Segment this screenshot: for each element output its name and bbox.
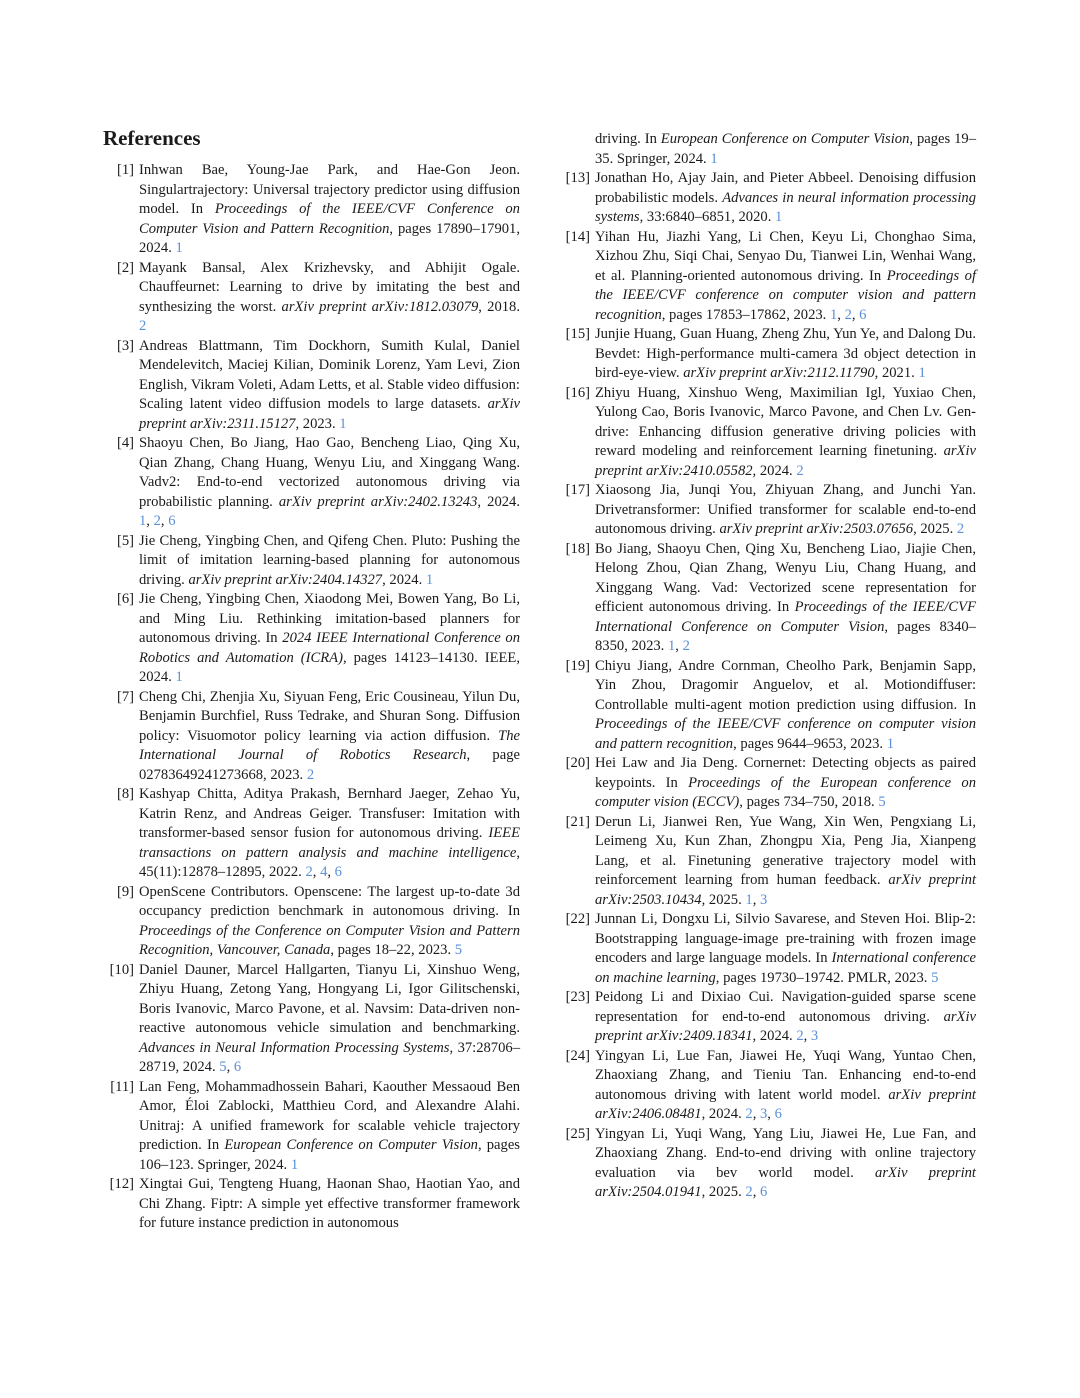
citation-backlinks: 1, 2, 6 [139, 513, 176, 529]
citation-backlink[interactable]: 2 [306, 766, 315, 783]
citation-backlinks: 1, 2, 6 [829, 306, 867, 323]
reference-details: , 2025. [701, 1184, 746, 1200]
reference-body [139, 337, 520, 435]
reference-details: , pages 734–750, 2018. [739, 794, 879, 810]
reference-venue: arXiv preprint arXiv:2402.13243 [278, 493, 478, 510]
reference-entry [559, 754, 976, 813]
reference-details: , 2024. [752, 1028, 797, 1044]
reference-number: [2] [116, 259, 134, 276]
reference-venue: arXiv preprint arXiv:2410.05582 [595, 443, 976, 479]
citation-backlinks [878, 794, 885, 810]
reference-venue: IEEE transactions on pattern analysis and machine intelligence [139, 825, 520, 861]
reference-venue: arXiv preprint arXiv:2504.01941 [595, 1164, 976, 1200]
reference-venue: 2024 IEEE International Conference on Robotics and Automation (ICRA) [139, 630, 520, 666]
reference-text: Cheng Chi, Zhenjia Xu, Siyuan Feng, Eric Cousineau, Yilun Du, Benjamin Burchfiel, Russ Tedrake, and Shuran Song. Diffusion policy: Visuomotor policy learning via action diffusion. [139, 688, 520, 744]
reference-venue: arXiv preprint arXiv:2404.14327 [188, 571, 383, 588]
citation-backlink[interactable]: 2 [796, 462, 804, 479]
citation-backlinks [291, 1157, 298, 1173]
reference-details: , pages 18–22, 2023. [330, 942, 455, 958]
citation-backlinks [139, 318, 146, 334]
reference-body [595, 540, 976, 657]
reference-entry [103, 1078, 520, 1176]
reference-entry [559, 1047, 976, 1125]
reference-details: , pages 17853–17862, 2023. [661, 306, 830, 323]
references-right-column [559, 130, 976, 1203]
reference-number: [15] [565, 326, 590, 342]
citation-backlinks: 2, 3 [796, 1028, 819, 1044]
reference-number: [3] [116, 337, 134, 354]
reference-text: OpenScene Contributors. Openscene: The largest up-to-date 3d occupancy prediction benchmark in autonomous driving. In [139, 883, 520, 919]
citation-backlink[interactable]: 1 [667, 638, 676, 654]
citation-backlink[interactable]: 6 [859, 306, 867, 323]
citation-backlinks [887, 736, 894, 752]
citation-backlink[interactable]: 5 [454, 942, 463, 958]
citation-backlink[interactable]: 1 [339, 415, 347, 432]
reference-venue: Proceedings of the Conference on Computer Vision and Pattern Recognition, Vancouver, Canada [139, 922, 520, 958]
reference-entry [103, 259, 520, 337]
reference-entry [559, 813, 976, 911]
reference-number: [16] [565, 384, 590, 401]
reference-text: Andreas Blattmann, Tim Dockhorn, Sumith Kulal, Daniel Mendelevitch, Maciej Kilian, Dominik Lorenz, Yam Levi, Zion English, Vikram Voleti, Adam Letts, et al. Stable video diffusion: Scaling latent video diffusion models to large datasets. [139, 337, 520, 412]
citation-backlink[interactable]: 1 [175, 240, 183, 256]
reference-entry [103, 532, 520, 591]
reference-venue: arXiv preprint arXiv:2112.11790 [683, 365, 875, 381]
references-list-right [559, 169, 976, 1203]
reference-entry [103, 961, 520, 1078]
citation-backlink[interactable]: 2 [682, 638, 690, 654]
reference-number: [21] [565, 813, 590, 830]
citation-backlink[interactable]: 5 [931, 969, 939, 986]
reference-text: Hei Law and Jia Deng. Cornernet: Detecting objects as paired keypoints. In [595, 755, 976, 791]
reference-venue: Proceedings of the European conference on computer vision (ECCV) [595, 774, 976, 810]
reference-number: [4] [116, 435, 134, 451]
reference-entry [103, 590, 520, 688]
citation-backlink[interactable]: 1 [829, 306, 838, 323]
reference-body [595, 384, 976, 482]
reference-number: [1] [116, 162, 134, 178]
reference-entry [559, 657, 976, 755]
citation-backlinks [918, 365, 925, 381]
reference-body [139, 532, 520, 591]
reference-entry [103, 1175, 520, 1234]
citation-backlink[interactable]: 1 [745, 891, 753, 908]
citation-backlinks [710, 151, 717, 167]
citation-backlinks [426, 572, 433, 588]
citation-backlink[interactable]: 5 [878, 794, 886, 810]
citation-backlink[interactable]: 1 [425, 571, 434, 588]
reference-text: Kashyap Chitta, Aditya Prakash, Bernhard Jaeger, Zehao Yu, Katrin Renz, and Andreas Geiger. Transfuser: Imitation with transformer-based sensor fusion for autonomous driving. [139, 786, 520, 841]
reference-number: [13] [565, 170, 590, 186]
reference-venue: arXiv preprint arXiv:2311.15127 [139, 396, 520, 432]
citation-backlinks: 2, 3, 6 [745, 1106, 782, 1122]
reference-venue: European Conference on Computer Vision [660, 131, 910, 147]
reference-entry [559, 325, 976, 384]
reference-details: , 2025. [913, 521, 957, 537]
reference-entry [103, 337, 520, 435]
reference-details: , pages 17890–17901, 2024. [139, 220, 520, 256]
reference-number: [20] [565, 755, 590, 771]
reference-continuation [559, 130, 976, 169]
citation-backlink[interactable]: 6 [168, 513, 176, 529]
reference-venue: International conference on machine learning [595, 950, 976, 986]
reference-venue: The International Journal of Robotics Research [139, 727, 520, 763]
citation-backlink[interactable]: 1 [886, 735, 895, 752]
reference-entry [559, 1125, 976, 1203]
reference-text: Jonathan Ho, Ajay Jain, and Pieter Abbeel. Denoising diffusion probabilistic models. [595, 170, 976, 206]
citation-backlinks [307, 767, 314, 783]
reference-text: Zhiyu Huang, Xinshuo Weng, Maximilian Igl, Yuxiao Chen, Yulong Cao, Boris Ivanovic, Marco Pavone, and Chen Lv. Gen-drive: Enhancing diffusion generative driving policies with reward modeling and reinforcement learning finetuning. [595, 384, 976, 459]
reference-entry [559, 540, 976, 657]
reference-details: , pages 19730–19742. PMLR, 2023. [715, 969, 932, 986]
references-left-column [103, 161, 520, 1234]
reference-text: Shaoyu Chen, Bo Jiang, Hao Gao, Bencheng Liao, Qing Xu, Qian Zhang, Chang Huang, Wenyu Liu, and Xinggang Wang. Vadv2: End-to-end vectorized autonomous driving via probabilistic planning. [139, 435, 520, 510]
citation-backlink[interactable]: 1 [775, 209, 783, 225]
reference-venue: European Conference on Computer Vision [224, 1137, 478, 1153]
reference-body [595, 325, 976, 384]
reference-details: , pages 14123–14130. IEEE, 2024. [139, 649, 520, 685]
citation-backlink[interactable]: 2 [153, 513, 161, 529]
citation-backlinks: 2, 6 [745, 1184, 768, 1200]
citation-backlink[interactable]: 1 [710, 150, 718, 167]
reference-venue: arXiv preprint arXiv:2406.08481 [595, 1086, 976, 1122]
reference-text: Bo Jiang, Shaoyu Chen, Qing Xu, Bencheng Liao, Jiajie Chen, Helong Zhou, Qian Zhang, Wenyu Liu, Chang Huang, and Xinggang Wang. Vad: Vectorized scene representation for efficient autonomous driving. In [595, 540, 976, 615]
reference-details: , 2023. [295, 415, 340, 432]
reference-details: , page 02783649241273668, 2023. [139, 747, 520, 783]
citation-backlink[interactable]: 1 [139, 513, 147, 529]
reference-details: , 2025. [701, 891, 746, 908]
reference-text: Peidong Li and Dixiao Cui. Navigation-guided sparse scene representation for end-to-end autonomous driving. [595, 989, 976, 1025]
reference-details: , 33:6840–6851, 2020. [639, 209, 775, 225]
reference-text: Junnan Li, Dongxu Li, Silvio Savarese, and Steven Hoi. Blip-2: Bootstrapping language-image pre-training with frozen image encoders and large language models. In [595, 911, 976, 966]
reference-venue: Advances in neural information processing systems [595, 189, 977, 225]
citation-backlinks [775, 209, 782, 225]
reference-body [139, 259, 520, 337]
reference-text: Jie Cheng, Yingbing Chen, Xiaodong Mei, Bowen Yang, Bo Li, and Ming Liu. Rethinking imitation-based planners for autonomous driving. In [139, 591, 520, 646]
reference-body [139, 161, 520, 259]
reference-body [595, 1047, 976, 1125]
reference-body [595, 228, 976, 326]
reference-venue: Proceedings of the IEEE/CVF conference on computer vision and pattern recognition [595, 716, 976, 752]
reference-body [595, 169, 976, 228]
reference-entry [559, 481, 976, 540]
citation-backlinks: 5, 6 [219, 1059, 242, 1075]
reference-venue: Proceedings of the IEEE/CVF Conference on Computer Vision and Pattern Recognition [139, 201, 520, 237]
citation-backlink[interactable]: 6 [233, 1059, 242, 1075]
reference-details: , pages 19–35. Springer, 2024. [595, 131, 976, 167]
reference-text: Derun Li, Jianwei Ren, Yue Wang, Xin Wen, Pengxiang Li, Leimeng Xu, Kun Zhan, Zhongpu Xia, Peng Jia, Xianpeng Lang, et al. Finetuning generative trajectory model with reinforcement learning from human feedback. [595, 813, 976, 888]
citation-backlinks: 2, 4, 6 [305, 864, 342, 880]
reference-venue: Advances in Neural Information Processing Systems [139, 1039, 450, 1056]
citation-backlink[interactable]: 2 [956, 521, 965, 537]
reference-details: , 37:28706–28719, 2024. [139, 1039, 520, 1075]
reference-details: , 2018. [478, 298, 520, 315]
reference-venue: Proceedings of the IEEE/CVF International Conference on Computer Vision [595, 599, 976, 635]
reference-entry [103, 883, 520, 961]
reference-body [139, 1175, 520, 1234]
reference-text: Xiaosong Jia, Junqi You, Zhiyuan Zhang, and Junchi Yan. Drivetransformer: Unified transformer for scalable end-to-end autonomous driving. [595, 482, 976, 537]
reference-venue: arXiv preprint arXiv:2409.18341 [595, 1008, 976, 1044]
citation-backlink[interactable]: 2 [844, 306, 852, 323]
citation-backlink[interactable]: 4 [320, 864, 328, 880]
reference-body [595, 813, 976, 911]
reference-venue: Proceedings of the IEEE/CVF conference on computer vision and pattern recognition [595, 267, 976, 323]
citation-backlink[interactable]: 1 [918, 365, 926, 381]
citation-backlinks [339, 416, 346, 432]
reference-entry [559, 228, 976, 326]
citation-backlink[interactable]: 2 [796, 1028, 804, 1044]
reference-body [139, 434, 520, 532]
reference-body [595, 754, 976, 813]
reference-entry [103, 785, 520, 883]
reference-venue: arXiv preprint arXiv:2503.10434 [595, 872, 976, 908]
reference-number: [14] [565, 228, 590, 245]
reference-number: [19] [565, 657, 590, 674]
reference-entry [559, 169, 976, 228]
citation-backlink[interactable]: 6 [334, 864, 342, 880]
reference-details: , 2024. [477, 493, 520, 510]
citation-backlink[interactable]: 2 [139, 318, 147, 334]
reference-number: [24] [565, 1047, 590, 1064]
reference-entry [559, 988, 976, 1047]
reference-text: Jie Cheng, Yingbing Chen, and Qifeng Chen. Pluto: Pushing the limit of imitation learning-based planning for autonomous driving. [139, 532, 520, 588]
reference-entry [103, 688, 520, 786]
reference-details: , pages 8340–8350, 2023. [595, 618, 976, 654]
reference-number: [7] [116, 688, 134, 705]
reference-body [595, 988, 976, 1047]
reference-entry [559, 910, 976, 988]
reference-number: [17] [565, 482, 590, 498]
reference-details: , pages 9644–9653, 2023. [733, 735, 887, 752]
citation-backlink[interactable]: 2 [745, 1106, 753, 1122]
references-list-left [103, 161, 520, 1234]
citation-backlink[interactable]: 1 [290, 1156, 299, 1173]
reference-body [595, 657, 976, 755]
reference-text: Lan Feng, Mohammadhossein Bahari, Kaouther Messaoud Ben Amor, Éloi Zablocki, Matthieu Cord, and Alexandre Alahi. Unitraj: A unified framework for scalable vehicle trajectory prediction. In [139, 1078, 520, 1153]
citation-backlink[interactable]: 3 [759, 1106, 768, 1122]
reference-text: Xingtai Gui, Tengteng Huang, Haonan Shao, Haotian Yao, and Chi Zhang. Fiptr: A simple yet effective transformer framework for future instance prediction in autonomous [139, 1176, 520, 1231]
reference-details: , 45(11):12878–12895, 2022. [139, 844, 520, 880]
citation-backlinks [175, 669, 182, 685]
citation-backlink[interactable]: 6 [774, 1106, 782, 1122]
reference-number: [8] [116, 786, 134, 802]
citation-backlink[interactable]: 5 [219, 1059, 227, 1075]
reference-venue: arXiv preprint arXiv:2503.07656 [719, 521, 914, 537]
reference-body [139, 1078, 520, 1176]
reference-venue: arXiv preprint arXiv:1812.03079 [281, 298, 479, 315]
reference-entry [103, 434, 520, 532]
citation-backlinks [796, 463, 803, 479]
reference-text: Mayank Bansal, Alex Krizhevsky, and Abhijit Ogale. Chauffeurnet: Learning to drive by imitating the best and synthesizing the worst. [139, 259, 520, 315]
reference-text: Junjie Huang, Guan Huang, Zheng Zhu, Yun Ye, and Dalong Du. Bevdet: High-performance multi-camera 3d object detection in bird-eye-view. [595, 326, 976, 381]
reference-body [139, 590, 520, 688]
reference-details: , pages 106–123. Springer, 2024. [139, 1137, 520, 1173]
reference-text: Daniel Dauner, Marcel Hallgarten, Tianyu Li, Xinshuo Weng, Zhiyu Huang, Zetong Yang, Hongyang Li, Igor Gilitschenski, Boris Ivanovic, Marco Pavone, et al. Navsim: Data-driven non-reactive autonomous vehicle simulation and benchmarking. [139, 961, 520, 1036]
reference-body [139, 883, 520, 961]
reference-number: [23] [565, 989, 590, 1005]
reference-number: [6] [116, 591, 134, 607]
reference-number: [18] [565, 540, 590, 557]
citation-backlink[interactable]: 3 [759, 891, 768, 908]
citation-backlinks [455, 942, 462, 958]
reference-number: [11] [110, 1078, 134, 1095]
reference-body [595, 481, 976, 540]
reference-details: , 2021. [874, 365, 919, 381]
citation-backlink[interactable]: 2 [745, 1184, 753, 1200]
reference-text: Yingyan Li, Yuqi Wang, Yang Liu, Jiawei He, Lue Fan, and Zhaoxiang Zhang. End-to-end driving with online trajectory evaluation via bev world model. [595, 1125, 976, 1181]
reference-body [595, 910, 976, 988]
reference-details: , 2024. [752, 462, 797, 479]
reference-number: [10] [109, 961, 134, 978]
reference-body [139, 961, 520, 1078]
citation-backlinks [931, 970, 938, 986]
reference-number: [5] [116, 532, 134, 549]
citation-backlinks [175, 240, 182, 256]
reference-number: [9] [116, 883, 134, 900]
reference-entry [559, 384, 976, 482]
citation-backlink[interactable]: 6 [759, 1184, 768, 1200]
citation-backlinks: 1, 3 [745, 891, 768, 908]
reference-text: driving. In [595, 131, 661, 147]
citation-backlinks: 1, 2 [667, 638, 690, 654]
reference-text: Yihan Hu, Jiazhi Yang, Li Chen, Keyu Li, Chonghao Sima, Xizhou Zhu, Siqi Chai, Senyao Du, Tianwei Lin, Wenhai Wang, et al. Planning-oriented autonomous driving. In [595, 228, 976, 284]
reference-body [139, 785, 520, 883]
reference-text: Chiyu Jiang, Andre Cornman, Cheolho Park, Benjamin Sapp, Yin Zhou, Dragomir Anguelov, et al. Motiondiffuser: Controllable multi-agent motion prediction using diffusion. In [595, 657, 976, 713]
reference-number: [25] [565, 1125, 590, 1142]
reference-entry [103, 161, 520, 259]
reference-details: , 2024. [382, 571, 426, 588]
citation-backlink[interactable]: 2 [305, 864, 313, 880]
citation-backlink[interactable]: 3 [810, 1028, 819, 1044]
reference-number: [22] [565, 911, 590, 927]
reference-body [139, 688, 520, 786]
reference-number: [12] [109, 1176, 134, 1192]
reference-text: Inhwan Bae, Young-Jae Park, and Hae-Gon Jeon. Singulartrajectory: Universal trajectory predictor using diffusion model. In [139, 162, 520, 217]
reference-body [595, 1125, 976, 1203]
reference-details: , 2024. [701, 1106, 746, 1122]
citation-backlinks [957, 521, 964, 537]
citation-backlink[interactable]: 1 [175, 669, 183, 685]
reference-text: Yingyan Li, Lue Fan, Jiawei He, Yuqi Wang, Yuntao Chen, Zhaoxiang Zhang, and Tieniu Tan. Enhancing end-to-end autonomous driving with latent world model. [595, 1047, 976, 1103]
section-title: References [103, 126, 201, 150]
